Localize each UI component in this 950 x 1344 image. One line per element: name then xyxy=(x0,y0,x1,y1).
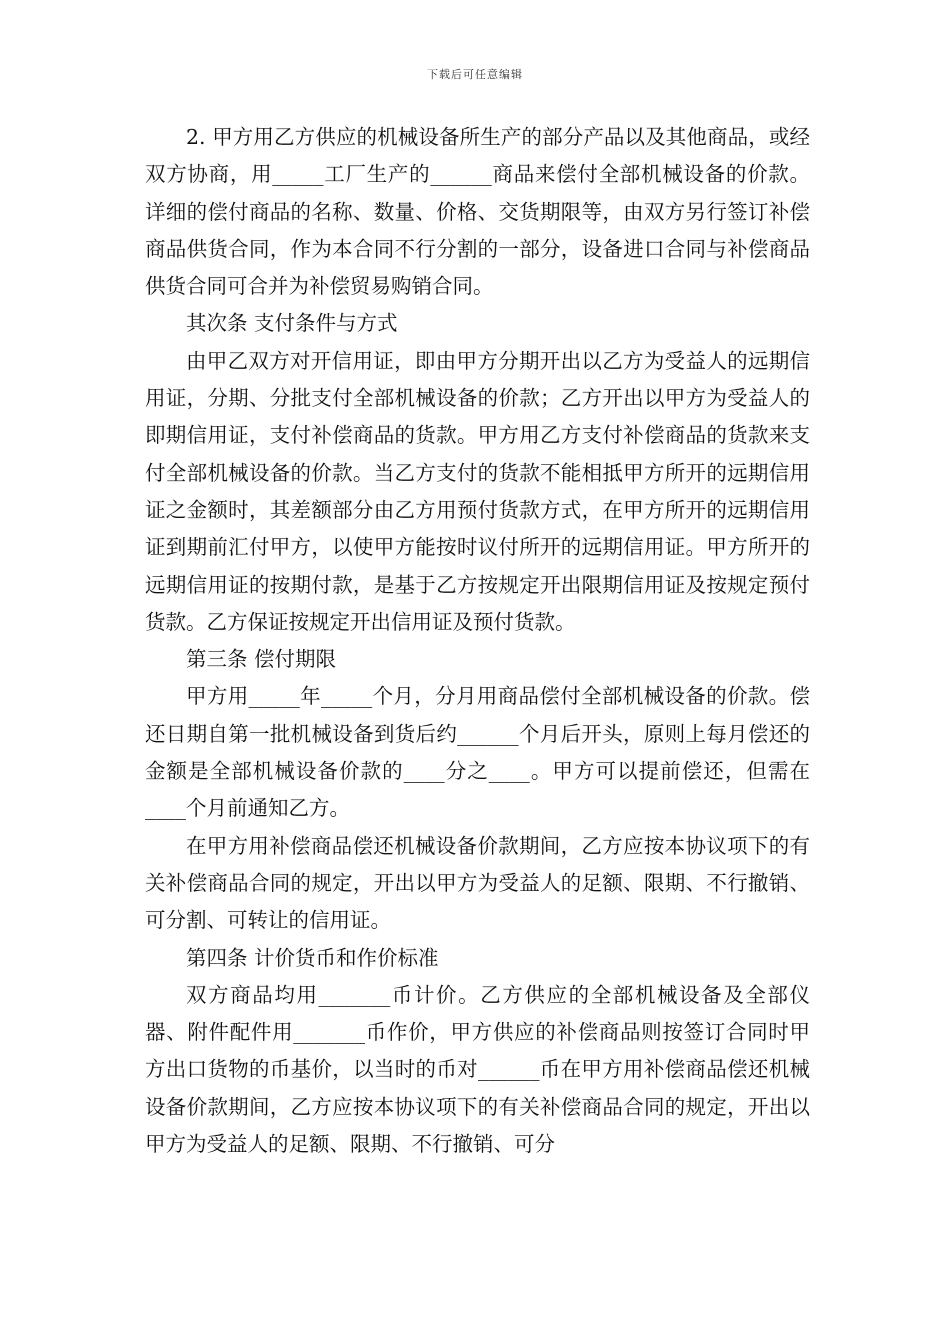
paragraph-repayment-period: 甲方用_____年_____个月，分月用商品偿付全部机械设备的价款。偿还日期自第一批机械设备到货后约______个月后开头，原则上每月偿还的金额是全部机械设备价款的____分之____。甲方可以提前偿还，但需在____个月前通知乙方。 xyxy=(145,684,810,821)
section-heading-article-4: 第四条 计价货币和作价标准 xyxy=(186,945,439,970)
section-heading-article-3: 第三条 偿付期限 xyxy=(186,647,337,672)
section-heading-article-2: 其次条 支付条件与方式 xyxy=(186,311,398,336)
paragraph-clause-2-item-2: 2. 甲方用乙方供应的机械设备所生产的部分产品以及其他商品，或经双方协商，用_____工厂生产的______商品来偿付全部机械设备的价款。详细的偿付商品的名称、数量、价格、交货期限等，由双方另行签订补偿商品供货合同，作为本合同不行分割的一部分，设备进口合同与补偿商品供货合同可合并为补偿贸易购销合同。 xyxy=(145,125,810,299)
page-header: 下载后可任意编辑 xyxy=(427,68,523,81)
paragraph-payment-terms: 由甲乙双方对开信用证，即由甲方分期开出以乙方为受益人的远期信用证，分期、分批支付全部机械设备的价款；乙方开出以甲方为受益人的即期信用证，支付补偿商品的货款。甲方用乙方支付补偿商品的货款来支付全部机械设备的价款。当乙方支付的货款不能相抵甲方所开的远期信用证之金额时，其差额部分由乙方用预付货款方式，在甲方所开的远期信用证到期前汇付甲方，以使甲方能按时议付所开的远期信用证。甲方所开的远期信用证的按期付款，是基于乙方按规定开出限期信用证及按规定预付货款。乙方保证按规定开出信用证及预付货款。 xyxy=(145,348,810,634)
paragraph-pricing-currency: 双方商品均用_______币计价。乙方供应的全部机械设备及全部仪器、附件配件用_______币作价，甲方供应的补偿商品则按签订合同时甲方出口货物的币基价，以当时的币对______币在甲方用补偿商品偿还机械设备价款期间，乙方应按本协议项下的有关补偿商品合同的规定，开出以甲方为受益人的足额、限期、不行撤销、可分 xyxy=(145,982,810,1157)
document-body xyxy=(145,119,810,1163)
paragraph-letter-of-credit: 在甲方用补偿商品偿还机械设备价款期间，乙方应按本协议项下的有关补偿商品合同的规定，开出以甲方为受益人的足额、限期、不行撤销、可分割、可转让的信用证。 xyxy=(145,833,810,933)
